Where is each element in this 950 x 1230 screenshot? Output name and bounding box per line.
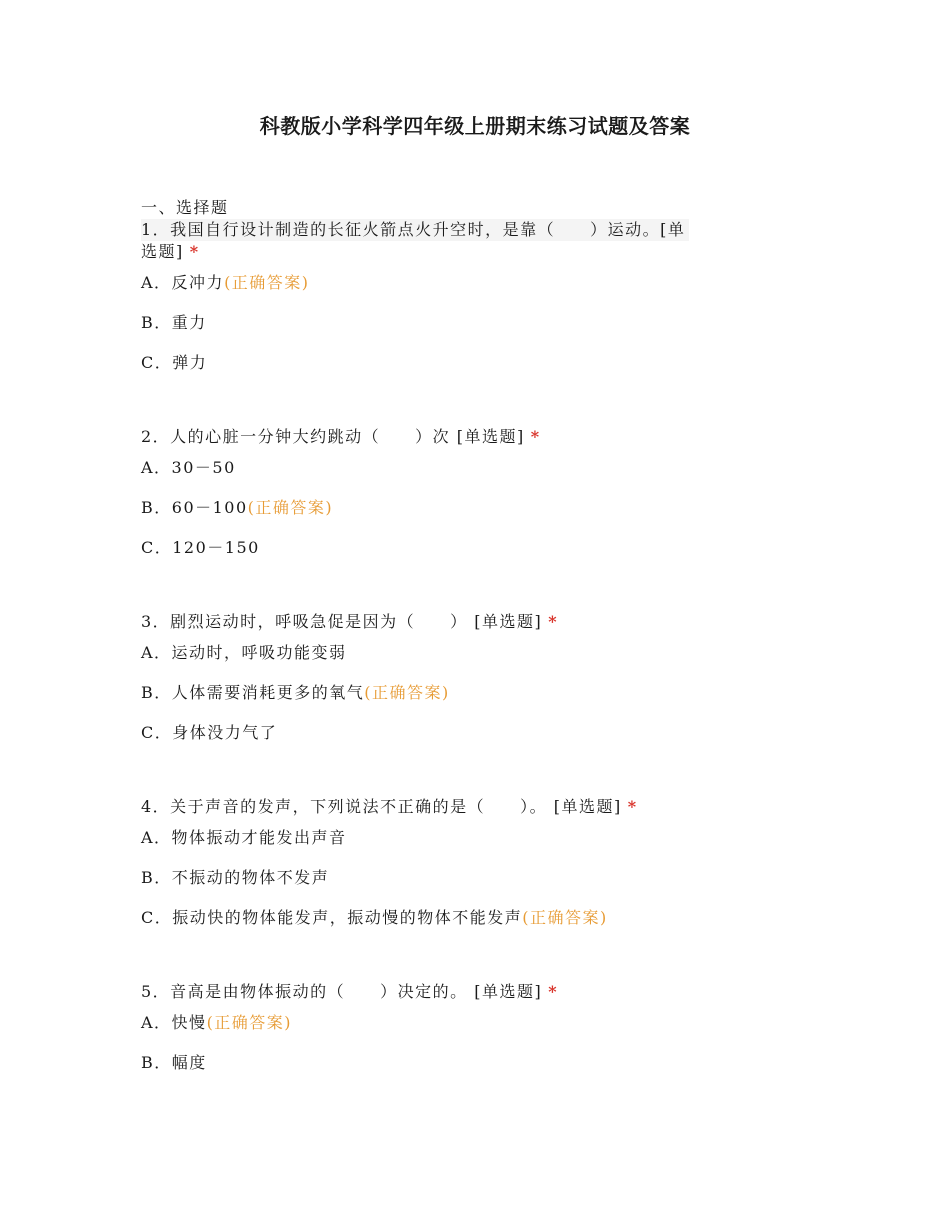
option-a[interactable] [141,457,841,479]
required-asterisk: * [530,427,541,446]
option-text: C．振动快的物体能发声，振动慢的物体不能发声 [141,908,523,927]
question-2 [141,426,841,559]
correct-answer-marker: (正确答案) [247,498,334,517]
option-text: B．幅度 [141,1053,207,1072]
option-b[interactable] [141,867,841,889]
question-text: 1．我国自行设计制造的长征火箭点火升空时，是靠（ ）运动。[单选题] [141,220,686,261]
option-text: B．人体需要消耗更多的氧气 [141,683,365,702]
quiz-content [141,197,841,1074]
question-1 [141,219,841,374]
question-text: 4．关于声音的发声，下列说法不正确的是（ ）。 [单选题] [141,797,622,816]
option-b[interactable] [141,1052,841,1074]
option-c[interactable] [141,537,841,559]
option-text: A．快慢 [141,1013,207,1032]
option-text: B．不振动的物体不发声 [141,868,330,887]
question-spacer [141,744,841,796]
question-stem [141,611,841,633]
option-a[interactable] [141,1012,841,1034]
required-asterisk: * [548,982,559,1001]
required-asterisk: * [548,612,559,631]
question-text: 2．人的心脏一分钟大约跳动（ ）次 [单选题] [141,427,525,446]
option-text: B．重力 [141,313,207,332]
option-a[interactable] [141,272,841,294]
question-stem [141,981,841,1003]
question-spacer [141,929,841,981]
option-text: C．弹力 [141,353,208,372]
option-text: A．运动时，呼吸功能变弱 [141,643,347,662]
option-c[interactable] [141,907,841,929]
question-text: 3．剧烈运动时，呼吸急促是因为（ ） [单选题] [141,612,543,631]
correct-answer-marker: (正确答案) [522,908,608,927]
question-4 [141,796,841,929]
correct-answer-marker: (正确答案) [364,683,450,702]
question-spacer [141,559,841,611]
question-spacer [141,374,841,426]
correct-answer-marker: (正确答案) [224,273,310,292]
option-c[interactable] [141,352,841,374]
option-text: A．物体振动才能发出声音 [141,828,347,847]
question-stem [141,796,841,818]
section-heading: 一、选择题 [141,198,229,217]
option-b[interactable] [141,312,841,334]
option-text: C．120－150 [141,538,260,557]
required-asterisk: * [627,797,638,816]
option-a[interactable] [141,827,841,849]
page-title: 科教版小学科学四年级上册期末练习试题及答案 [259,114,691,138]
option-text: B．60－100 [141,498,248,517]
question-3 [141,611,841,744]
option-c[interactable] [141,722,841,744]
question-5 [141,981,841,1074]
correct-answer-marker: (正确答案) [206,1013,293,1032]
question-stem [141,426,841,448]
question-text: 5．音高是由物体振动的（ ）决定的。 [单选题] [141,982,543,1001]
option-a[interactable] [141,642,841,664]
question-stem [141,219,689,263]
option-b[interactable] [141,497,841,519]
required-asterisk: * [189,242,200,261]
option-b[interactable] [141,682,841,704]
option-text: C．身体没力气了 [141,723,278,742]
option-text: A．30－50 [141,458,236,477]
option-text: A．反冲力 [141,273,225,292]
